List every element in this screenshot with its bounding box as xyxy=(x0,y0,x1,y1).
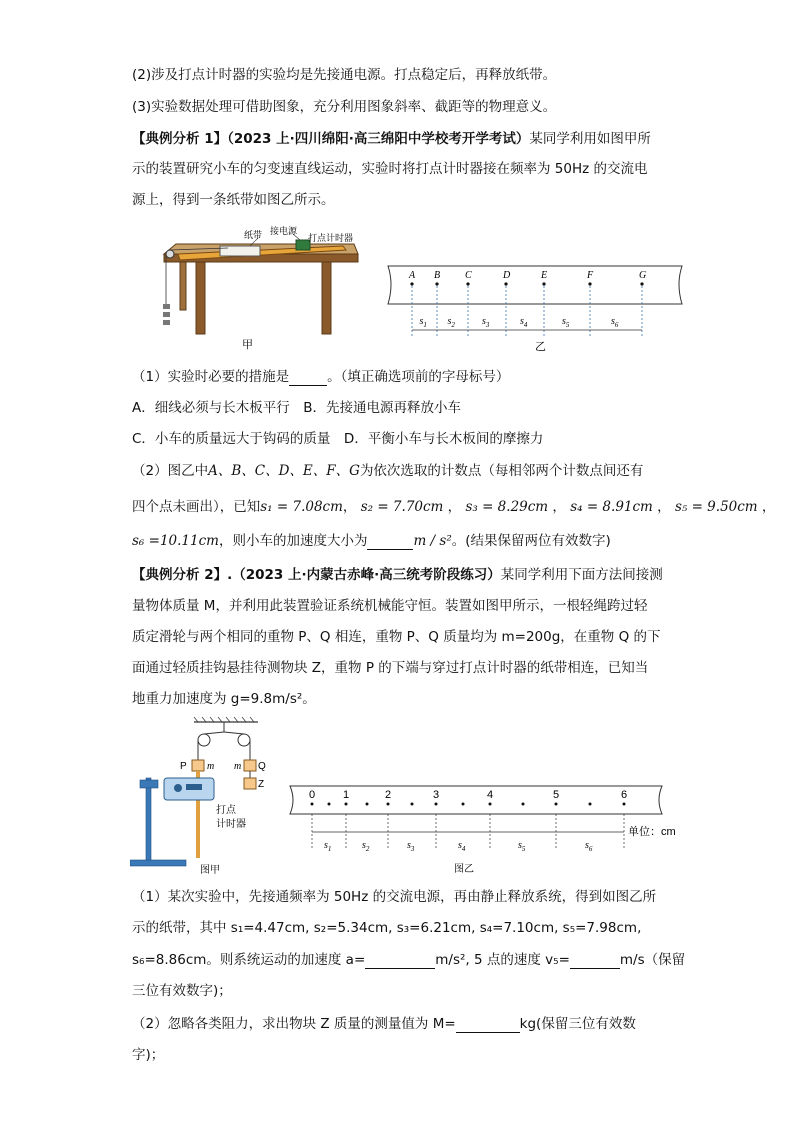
ex1-line2: 示的装置研究小车的匀变速直线运动，实验时将打点计时器接在频率为 50Hz 的交流电 xyxy=(132,161,648,177)
ex1-q1 xyxy=(132,368,509,386)
ex1-label-tape: 纸带 xyxy=(244,230,263,240)
ex1-tape-label-G: G xyxy=(639,270,647,281)
ex1-seg-s3: $s_3$ xyxy=(482,316,490,329)
ex2-tape-mark-5: 5 xyxy=(553,789,560,801)
ex1-line3: 源上，得到一条纸带如图乙所示。 xyxy=(132,192,335,208)
ex2-q1-text2: m/s², 5 点的速度 v₅= xyxy=(435,952,570,968)
ex2-q2-line2: 字)； xyxy=(132,1047,165,1063)
ex2-tape-dot-mid xyxy=(522,803,525,806)
ex1-tape-dot-B xyxy=(435,282,438,285)
ex2-line5: 地重力加速度为 g=9.8m/s²。 xyxy=(132,691,316,707)
ex1-text: 某同学利用如图甲所 xyxy=(529,131,651,147)
ex2-figure-yi xyxy=(286,782,692,876)
intro-p2: (2)涉及打点计时器的实验均是先接通电源。打点稳定后，再释放纸带。 xyxy=(132,67,557,83)
ex2-tape-dot-mid xyxy=(328,803,331,806)
ex1-tape-label-F: F xyxy=(587,270,594,281)
ex1-q2-known: 四个点未画出），已知 xyxy=(132,499,261,515)
ex2-text: 某同学利用下面方法间接测 xyxy=(500,567,663,583)
ex1-q2-unit: m / s² xyxy=(413,533,452,549)
ex2-seg-s1: $s_1$ xyxy=(324,840,332,853)
ex2-tape-dot xyxy=(489,803,492,806)
ex2-q1-text: s₆=8.86cm。则系统运动的加速度 a= xyxy=(132,952,366,968)
ex1-tape-dot-F xyxy=(588,282,591,285)
ex2-tag: 【典例分析 2】 xyxy=(132,567,228,583)
ex1-tape-label-C: C xyxy=(465,270,472,281)
ex2-q2-blank[interactable] xyxy=(456,1018,520,1033)
ex2-label-m1: m xyxy=(207,761,215,772)
ex2-tape-mark-3: 3 xyxy=(433,789,440,801)
ex1-label-yi: 乙 xyxy=(535,341,546,353)
ex1-q1-text: （1）实验时必要的措施是 xyxy=(132,369,290,385)
ex1-tag: 【典例分析 1】 xyxy=(132,131,228,147)
ex1-line1 xyxy=(132,130,651,148)
ex2-seg-s4: $s_4$ xyxy=(458,840,466,853)
ex1-q2-text: （2）图乙中 xyxy=(132,463,209,479)
ex2-line2: 量物体质量 M，并利用此装置验证系统机械能守恒。装置如图甲所示，一根轻绳跨过轻 xyxy=(132,598,648,614)
ex1-seg-s4: $s_4$ xyxy=(520,316,528,329)
ex1-q2-blank[interactable] xyxy=(367,535,413,550)
ex1-seg-s6: $s_6$ xyxy=(611,316,619,329)
ex1-s3: s₃ = 8.29cm xyxy=(465,499,549,515)
ex1-q2-line1 xyxy=(132,462,643,480)
ex1-label-power: 接电源 xyxy=(270,226,298,236)
ex2-tape-mark-4: 4 xyxy=(487,789,494,801)
ex2-q1-line1: （1）某次实验中，先接通频率为 50Hz 的交流电源，再由静止释放系统，得到如图乙所 xyxy=(132,889,657,905)
ex2-line1 xyxy=(132,566,663,584)
ex2-line4: 面通过轻质挂钩悬挂待测物块 Z，重物 P 的下端与穿过打点计时器的纸带相连，已知当 xyxy=(132,660,649,676)
ex1-tape-dot-E xyxy=(542,282,545,285)
ex2-tape-dot xyxy=(555,803,558,806)
ex2-seg-s2: $s_2$ xyxy=(362,840,370,853)
ex2-tape-mark-2: 2 xyxy=(385,789,392,801)
ex2-label-jia: 图甲 xyxy=(200,865,220,874)
ex2-q1-line2: 示的纸带，其中 s₁=4.47cm, s₂=5.34cm, s₃=6.21cm, s₄=7.10cm, s₅=7.98cm, xyxy=(132,920,642,936)
ex1-q2-line2: 四个点未画出），已知s₁ = 7.08cm， s₂ = 7.70cm ， s₃ = 8.29cm ， s₄ = 8.91cm ， s₅ = 9.50cm ， xyxy=(132,499,776,515)
ex2-figure-jia xyxy=(130,716,280,874)
ex1-seg-s5: $s_5$ xyxy=(562,316,570,329)
ex1-tape-label-D: D xyxy=(503,270,511,281)
ex2-label-timer2: 计时器 xyxy=(216,819,246,830)
ex2-label-P: P xyxy=(180,761,187,772)
ex1-q2-line3 xyxy=(132,532,611,550)
ex2-source: .（2023 上·内蒙古赤峰·高三统考阶段练习） xyxy=(227,567,501,583)
ex2-tape-dot-mid xyxy=(411,803,414,806)
ex2-line3: 质定滑轮与两个相同的重物 P、Q 相连，重物 P、Q 质量均为 m=200g，在重物 Q 的下 xyxy=(132,629,661,645)
ex2-q1-line4: 三位有效数字)； xyxy=(132,983,232,999)
ex1-tape-label-A: A xyxy=(409,270,416,281)
ex2-tape-mark-1: 1 xyxy=(343,789,350,801)
ex1-figure-yi xyxy=(384,262,688,354)
ex1-s1: s₁ = 7.08cm xyxy=(260,499,343,515)
ex2-seg-s3: $s_3$ xyxy=(407,840,415,853)
ex1-s5: s₅ = 9.50cm xyxy=(674,499,758,515)
ex2-q2-text2: kg(保留三位有效数 xyxy=(519,1016,636,1032)
ex1-tape-dot-D xyxy=(504,282,507,285)
ex2-label-Q: Q xyxy=(258,761,266,772)
ex1-q1-blank[interactable] xyxy=(289,371,327,386)
ex1-s4: s₄ = 8.91cm xyxy=(570,499,653,515)
ex2-tape-dot xyxy=(345,803,348,806)
ex2-q1-blank-v5[interactable] xyxy=(570,954,620,969)
ex2-tape-dot-mid xyxy=(462,803,465,806)
ex1-seg-s1: $s_1$ xyxy=(419,316,427,329)
ex2-label-timer1: 打点 xyxy=(216,805,236,816)
ex1-q2-points: A、B、C、D、E、F、G xyxy=(208,463,360,479)
ex1-q1-text2: 。（填正确选项前的字母标号） xyxy=(327,369,510,385)
ex1-s2: s₂ = 7.70cm xyxy=(360,499,444,515)
ex2-tape-dot-mid xyxy=(589,803,592,806)
ex2-q1-text3: m/s（保留 xyxy=(619,952,686,968)
ex1-tape-dot-A xyxy=(410,282,413,285)
ex2-tape-dot xyxy=(311,803,314,806)
ex1-label-jia: 甲 xyxy=(242,339,253,351)
ex2-tape-dot-mid xyxy=(366,803,369,806)
ex1-q2-note: 。(结果保留两位有效数字) xyxy=(451,533,611,549)
ex2-q2-line1 xyxy=(132,1015,636,1033)
ex2-q2-text: （2）忽略各类阻力，求出物块 Z 质量的测量值为 M= xyxy=(132,1016,456,1032)
ex1-figure-jia xyxy=(158,224,370,352)
ex2-tape-dot xyxy=(387,803,390,806)
ex2-tape-dot xyxy=(435,803,438,806)
ex1-q2-ask: ，则小车的加速度大小为 xyxy=(218,533,368,549)
ex1-seg-s2: $s_2$ xyxy=(447,316,455,329)
ex2-tape-mark-0: 0 xyxy=(309,789,316,801)
ex1-source: （2023 上·四川绵阳·高三绵阳中学校考开学考试） xyxy=(227,131,530,147)
ex2-tape-dot xyxy=(623,803,626,806)
ex1-q2-text2: 为依次选取的计数点（每相邻两个计数点间还有 xyxy=(359,463,644,479)
ex2-label-m2: m xyxy=(234,761,242,772)
ex2-label-unit: 单位：cm xyxy=(628,826,676,838)
ex1-opt-ab: A．细线必须与长木板平行 B．先接通电源再释放小车 xyxy=(132,400,461,416)
ex2-seg-s6: $s_6$ xyxy=(585,840,593,853)
intro-p3: (3)实验数据处理可借助图象，充分利用图象斜率、截距等的物理意义。 xyxy=(132,99,557,115)
ex2-seg-s5: $s_5$ xyxy=(518,840,526,853)
ex1-tape-dot-G xyxy=(640,282,643,285)
ex2-label-yi: 图乙 xyxy=(454,864,474,875)
ex1-s6: s₆ =10.11cm xyxy=(132,533,219,549)
ex1-tape-dot-C xyxy=(466,282,469,285)
ex1-tape-label-B: B xyxy=(434,270,441,281)
ex1-label-timer: 打点计时器 xyxy=(308,233,354,243)
ex1-opt-cd: C．小车的质量远大于钩码的质量 D．平衡小车与长木板间的摩擦力 xyxy=(132,431,544,447)
ex2-label-Z: Z xyxy=(258,779,265,790)
ex1-tape-label-E: E xyxy=(541,270,548,281)
ex2-q1-blank-a[interactable] xyxy=(365,954,435,969)
ex2-q1-line3 xyxy=(132,951,685,969)
ex2-tape-mark-6: 6 xyxy=(621,789,628,801)
